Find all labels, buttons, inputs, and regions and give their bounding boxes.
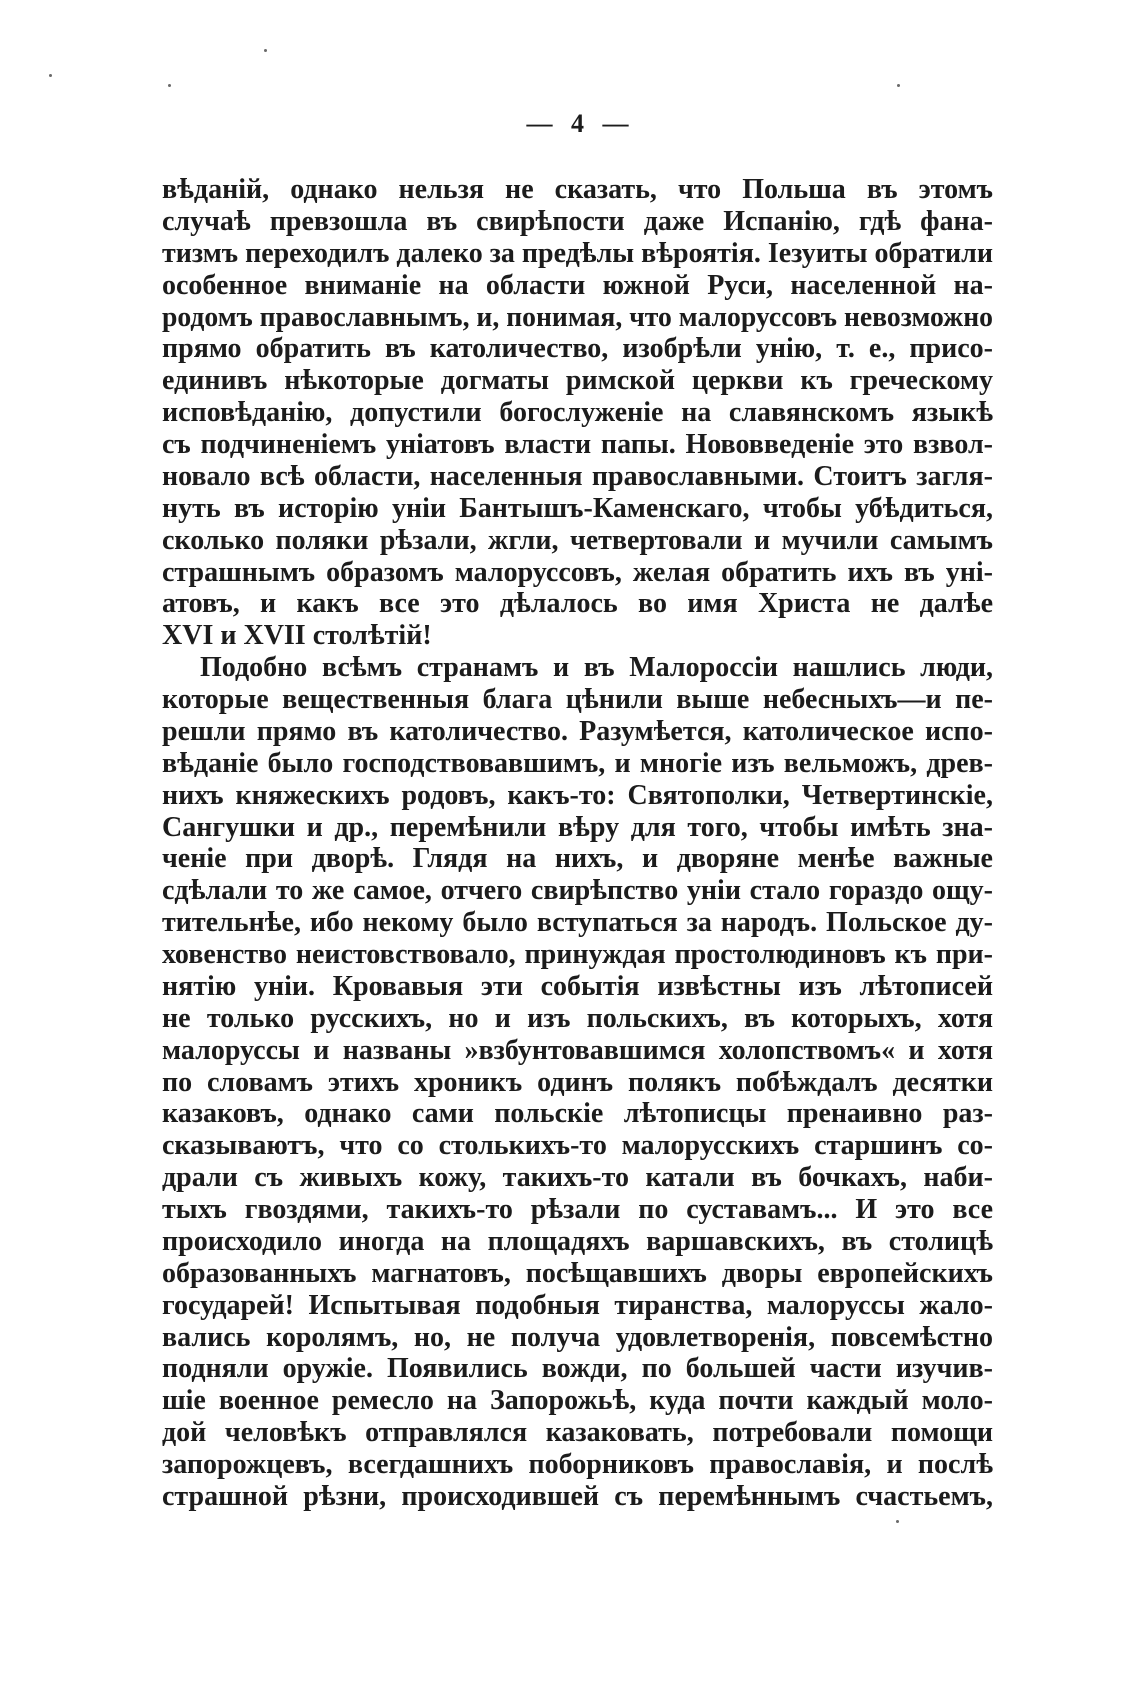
scan-speck	[897, 84, 900, 87]
text-line: нуть въ исторію уніи Бантышъ-Каменскаго, чтобы убѣдиться,	[162, 492, 993, 524]
text-line: Подобно всѣмъ странамъ и въ Малороссіи нашлись люди,	[200, 652, 993, 684]
text-line: случаѣ превзошла въ свирѣпости даже Испанію, гдѣ фана-	[162, 205, 993, 237]
text-line: нятію уніи. Кровавыя эти событія извѣстны изъ лѣтописей	[162, 970, 993, 1002]
text-line: решли прямо въ католичество. Разумѣется, католическое испо-	[162, 715, 993, 747]
text-line: тизмъ переходилъ далеко за предѣлы вѣроятія. Іезуиты обратили	[162, 237, 993, 269]
page-text	[162, 174, 993, 1513]
text-line: происходило иногда на площадяхъ варшавскихъ, въ столицѣ	[162, 1225, 993, 1257]
text-line: тительнѣе, ибо некому было вступаться за народъ. Польское ду-	[162, 907, 993, 939]
text-line: съ подчиненіемъ уніатовъ власти папы. Нововведеніе это взвол-	[162, 429, 993, 460]
text-line: Сангушки и др., перемѣнили вѣру для того, чтобы имѣть зна-	[162, 811, 993, 843]
text-line: вѣданій, однако нельзя не сказать, что Польша въ этомъ	[162, 174, 993, 205]
text-line: сказываютъ, что со столькихъ-то малорусскихъ старшинъ со-	[162, 1130, 993, 1162]
text-line: тыхъ гвоздями, такихъ-то рѣзали по суставамъ... И это все	[162, 1194, 993, 1225]
text-line: запорожцевъ, всегдашнихъ поборниковъ православія, и послѣ	[162, 1449, 993, 1480]
text-line: дой человѣкъ отправлялся казаковать, потребовали помощи	[162, 1417, 993, 1449]
text-line: нихъ княжескихъ родовъ, какъ-то: Святополки, Четвертинскіе,	[162, 779, 993, 811]
text-line: особенное вниманіе на области южной Руси, населенной на-	[162, 269, 993, 301]
text-line: по словамъ этихъ хроникъ одинъ полякъ побѣждалъ десятки	[162, 1066, 993, 1098]
text-line: которые вещественныя блага цѣнили выше небесныхъ—и пе-	[162, 684, 993, 715]
text-line: шіе военное ремесло на Запорожьѣ, куда почти каждый моло-	[162, 1385, 993, 1417]
scan-speck	[49, 74, 52, 77]
text-line: вѣданіе было господствовавшимъ, и многіе изъ вельможъ, древ-	[162, 747, 993, 779]
scan-speck	[896, 1520, 899, 1523]
text-line: страшнымъ образомъ малоруссовъ, желая обратить ихъ въ уні-	[162, 556, 993, 588]
text-line: вались королямъ, но, не получа удовлетворенія, повсемѣстно	[162, 1321, 993, 1353]
paragraph	[162, 174, 993, 652]
text-line: подняли оружіе. Появились вожди, по большей части изучив-	[162, 1353, 993, 1385]
text-line: сколько поляки рѣзали, жгли, четвертовали и мучили самымъ	[162, 524, 993, 556]
text-line: новало всѣ области, населенныя православными. Стоитъ загля-	[162, 460, 993, 492]
text-line: не только русскихъ, но и изъ польскихъ, въ которыхъ, хотя	[162, 1002, 993, 1034]
text-line: атовъ, и какъ все это дѣлалось во имя Христа не далѣе	[162, 588, 993, 620]
text-line: страшной рѣзни, происходившей съ перемѣннымъ счастьемъ,	[162, 1480, 993, 1512]
text-line: единивъ нѣкоторые догматы римской церкви къ греческому	[162, 365, 993, 397]
text-line: ченіе при дворѣ. Глядя на нихъ, и дворяне менѣе важные	[162, 843, 993, 875]
scan-speck	[168, 84, 171, 87]
text-line: XVI и XVII столѣтій!	[162, 620, 432, 652]
page-number: — 4 —	[526, 109, 629, 138]
text-line: исповѣданію, допустили богослуженіе на славянскомъ языкѣ	[162, 397, 993, 429]
scan-speck	[264, 49, 267, 52]
text-line: ховенство неистовствовало, принуждая простолюдиновъ къ при-	[162, 939, 993, 970]
text-line: казаковъ, однако сами польскіе лѣтописцы пренаивно раз-	[162, 1098, 993, 1130]
text-line: прямо обратить въ католичество, изобрѣли унію, т. е., присо-	[162, 333, 993, 365]
text-line: государей! Испытывая подобныя тиранства, малоруссы жало-	[162, 1289, 993, 1321]
text-line: сдѣлали то же самое, отчего свирѣпство уніи стало гораздо ощу-	[162, 875, 993, 907]
text-line: малоруссы и названы »взбунтовавшимся холопствомъ« и хотя	[162, 1034, 993, 1066]
text-line: родомъ православнымъ, и, понимая, что малоруссовъ невозможно	[162, 301, 993, 333]
text-line: драли съ живыхъ кожу, такихъ-то катали въ бочкахъ, наби-	[162, 1162, 993, 1194]
paragraph	[162, 652, 993, 1513]
text-line: образованныхъ магнатовъ, посѣщавшихъ дворы европейскихъ	[162, 1257, 993, 1289]
